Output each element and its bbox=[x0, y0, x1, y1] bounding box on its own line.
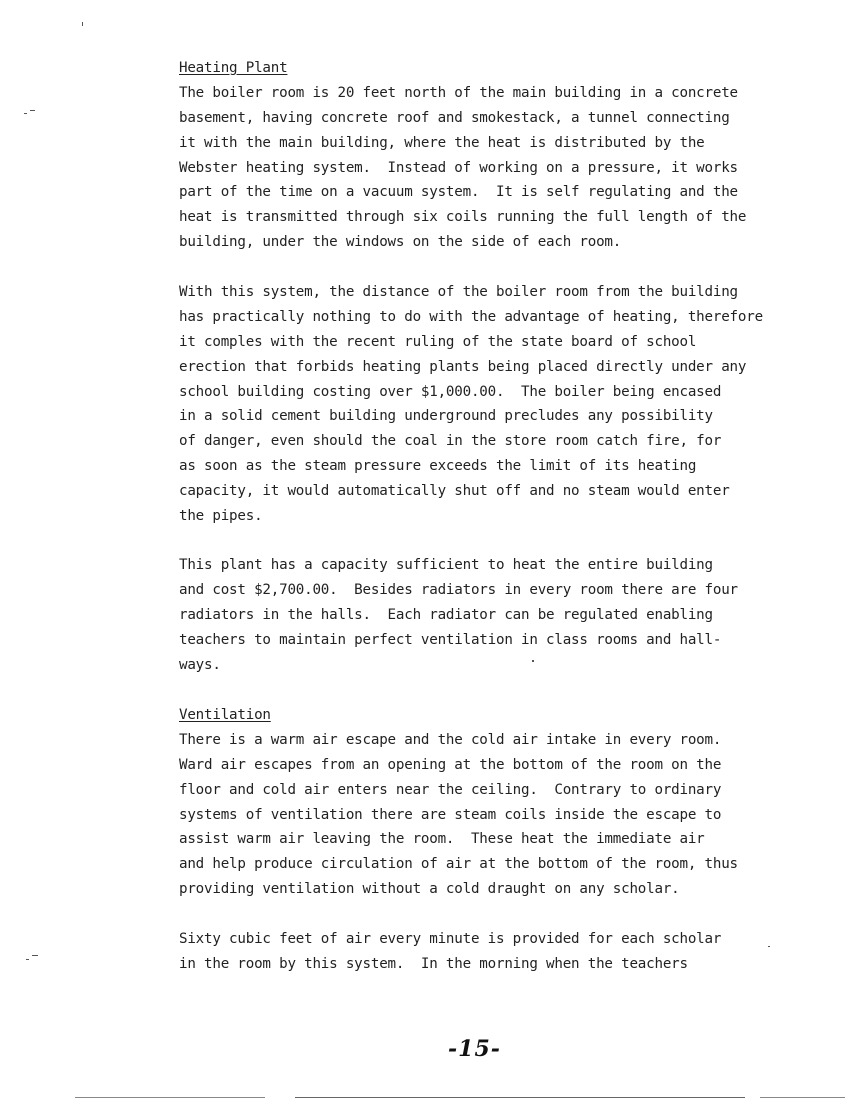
paragraph bbox=[179, 81, 779, 255]
text-line: systems of ventilation there are steam coils inside the escape to bbox=[179, 806, 722, 823]
scan-edge-line bbox=[760, 1097, 845, 1098]
text-line: Ward air escapes from an opening at the bottom of the room on the bbox=[179, 756, 722, 773]
text-line: heat is transmitted through six coils running the full length of the bbox=[179, 209, 747, 226]
text-line: assist warm air leaving the room. These heat the immediate air bbox=[179, 831, 705, 848]
text-line: of danger, even should the coal in the store room catch fire, for bbox=[179, 433, 722, 450]
text-line: and help produce circulation of air at the bottom of the room, thus bbox=[179, 856, 738, 873]
scan-mark bbox=[82, 22, 83, 26]
text-line: radiators in the halls. Each radiator can be regulated enabling bbox=[179, 606, 713, 623]
text-line: as soon as the steam pressure exceeds the limit of its heating bbox=[179, 458, 697, 475]
scan-mark bbox=[32, 955, 38, 956]
section-heading: Heating Plant bbox=[179, 60, 288, 76]
text-line: in a solid cement building underground precludes any possibility bbox=[179, 408, 713, 425]
text-line: The boiler room is 20 feet north of the main building in a concrete bbox=[179, 84, 738, 101]
text-line: it comples with the recent ruling of the state board of school bbox=[179, 333, 697, 350]
paragraph bbox=[179, 728, 779, 902]
scan-mark bbox=[26, 959, 29, 960]
paragraph bbox=[179, 553, 779, 677]
text-line: the pipes. bbox=[179, 508, 263, 525]
text-line: erection that forbids heating plants being placed directly under any bbox=[179, 358, 747, 375]
scan-edge-line bbox=[295, 1097, 745, 1098]
text-line: it with the main building, where the heat is distributed by the bbox=[179, 134, 705, 151]
scan-mark bbox=[768, 946, 770, 947]
text-line: part of the time on a vacuum system. It is self regulating and the bbox=[179, 184, 738, 201]
text-line: has practically nothing to do with the advantage of heating, therefore bbox=[179, 308, 763, 325]
scan-mark bbox=[24, 113, 27, 114]
text-line: Sixty cubic feet of air every minute is provided for each scholar bbox=[179, 931, 722, 947]
page-number: -15- bbox=[448, 1036, 501, 1062]
text-line: This plant has a capacity sufficient to heat the entire building bbox=[179, 557, 713, 573]
text-line: capacity, it would automatically shut off and no steam would enter bbox=[179, 483, 730, 500]
section-heating-plant bbox=[179, 56, 779, 255]
paragraph bbox=[179, 927, 779, 977]
text-line: There is a warm air escape and the cold air intake in every room. bbox=[179, 731, 722, 748]
text-line: With this system, the distance of the boiler room from the building bbox=[179, 284, 738, 300]
text-line: teachers to maintain perfect ventilation in class rooms and hall- bbox=[179, 631, 722, 648]
text-line: ways. bbox=[179, 656, 221, 673]
text-line: providing ventilation without a cold draught on any scholar. bbox=[179, 881, 680, 898]
text-line: building, under the windows on the side of each room. bbox=[179, 234, 622, 251]
text-line: and cost $2,700.00. Besides radiators in every room there are four bbox=[179, 581, 738, 598]
scan-mark bbox=[532, 660, 534, 662]
scan-mark bbox=[30, 110, 35, 111]
text-line: floor and cold air enters near the ceiling. Contrary to ordinary bbox=[179, 781, 722, 798]
paragraph bbox=[179, 280, 779, 529]
section-ventilation bbox=[179, 703, 779, 902]
scan-edge-line bbox=[75, 1097, 265, 1098]
text-line: basement, having concrete roof and smokestack, a tunnel connecting bbox=[179, 109, 730, 126]
text-line: in the room by this system. In the morning when the teachers bbox=[179, 955, 688, 972]
section-heading: Ventilation bbox=[179, 707, 271, 723]
text-line: school building costing over $1,000.00. The boiler being encased bbox=[179, 383, 722, 400]
text-line: Webster heating system. Instead of working on a pressure, it works bbox=[179, 159, 738, 176]
